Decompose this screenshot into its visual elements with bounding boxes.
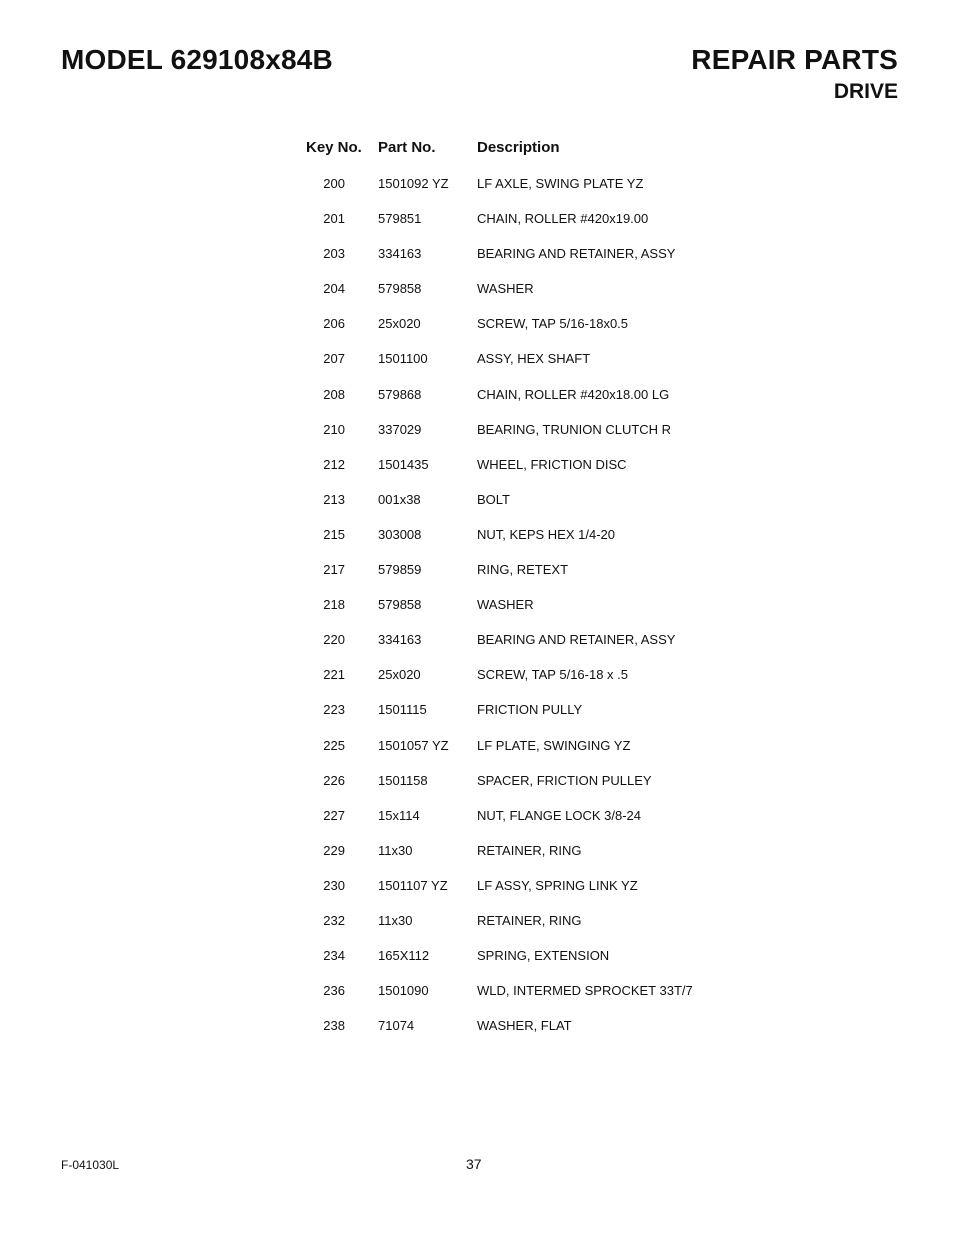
description-cell: WASHER bbox=[477, 597, 534, 613]
part-no-cell: 15x114 bbox=[378, 807, 420, 823]
key-no-cell: 221 bbox=[323, 667, 345, 683]
part-no-cell: 25x020 bbox=[378, 316, 421, 332]
key-no-cell: 203 bbox=[323, 246, 345, 262]
description-cell: SPACER, FRICTION PULLEY bbox=[477, 772, 652, 788]
part-no-cell: 165X112 bbox=[378, 948, 430, 964]
key-no-cell: 226 bbox=[323, 772, 345, 788]
key-no-cell: 212 bbox=[323, 456, 345, 472]
part-no-cell: 1501115 bbox=[378, 702, 427, 718]
part-no-cell: 11x30 bbox=[378, 912, 413, 928]
description-cell: NUT, KEPS HEX 1/4-20 bbox=[477, 526, 615, 542]
part-no-cell: 579868 bbox=[378, 386, 422, 402]
part-no-cell: 337029 bbox=[378, 421, 422, 437]
part-no-cell: 579851 bbox=[378, 211, 422, 227]
key-no-cell: 234 bbox=[323, 948, 345, 964]
description-cell: RING, RETEXT bbox=[477, 562, 569, 578]
key-no-cell: 217 bbox=[323, 562, 345, 578]
description-cell: LF ASSY, SPRING LINK YZ bbox=[477, 877, 638, 893]
description-cell: BEARING AND RETAINER, ASSY bbox=[477, 632, 676, 648]
description-cell: FRICTION PULLY bbox=[477, 702, 583, 718]
part-no-cell: 1501100 bbox=[378, 351, 428, 367]
description-cell: NUT, FLANGE LOCK 3/8-24 bbox=[477, 807, 641, 823]
document-code: F-041030L bbox=[61, 1158, 120, 1172]
part-no-cell: 1501090 bbox=[378, 983, 429, 999]
description-cell: SCREW, TAP 5/16-18 x .5 bbox=[477, 667, 629, 683]
key-no-cell: 204 bbox=[323, 281, 345, 297]
description-cell: LF PLATE, SWINGING YZ bbox=[477, 737, 631, 753]
key-no-cell: 223 bbox=[323, 702, 345, 718]
key-no-cell: 236 bbox=[323, 983, 345, 999]
key-no-cell: 230 bbox=[323, 877, 345, 893]
key-no-cell: 218 bbox=[323, 597, 345, 613]
description-cell: SPRING, EXTENSION bbox=[477, 948, 610, 964]
part-no-cell: 579859 bbox=[378, 562, 422, 578]
description-cell: BEARING AND RETAINER, ASSY bbox=[477, 246, 676, 262]
key-no-cell: 213 bbox=[323, 491, 345, 507]
section-title: DRIVE bbox=[833, 80, 898, 103]
page-title: REPAIR PARTS bbox=[691, 44, 898, 75]
part-no-cell: 001x38 bbox=[378, 491, 421, 507]
key-no-header: Key No. bbox=[306, 139, 362, 156]
description-header: Description bbox=[477, 139, 560, 156]
model-title: MODEL 629108x84B bbox=[61, 44, 333, 75]
key-no-cell: 220 bbox=[323, 632, 345, 648]
key-no-cell: 201 bbox=[323, 211, 345, 227]
part-no-cell: 11x30 bbox=[378, 842, 413, 858]
key-no-cell: 208 bbox=[323, 386, 345, 402]
description-cell: WASHER, FLAT bbox=[477, 1018, 572, 1034]
part-no-cell: 1501057 YZ bbox=[378, 737, 449, 753]
description-cell: RETAINER, RING bbox=[477, 912, 582, 928]
key-no-cell: 200 bbox=[323, 176, 345, 191]
description-cell: ASSY, HEX SHAFT bbox=[477, 351, 591, 367]
description-cell: BEARING, TRUNION CLUTCH R bbox=[477, 421, 672, 437]
description-cell: CHAIN, ROLLER #420x18.00 LG bbox=[477, 386, 670, 402]
part-no-cell: 579858 bbox=[378, 597, 422, 613]
part-no-cell: 579858 bbox=[378, 281, 422, 297]
description-cell: BOLT bbox=[477, 491, 510, 507]
description-cell: SCREW, TAP 5/16-18x0.5 bbox=[477, 316, 629, 332]
part-no-cell: 71074 bbox=[378, 1018, 415, 1034]
description-cell: CHAIN, ROLLER #420x19.00 bbox=[477, 211, 649, 227]
description-cell: WLD, INTERMED SPROCKET 33T/7 bbox=[477, 983, 693, 999]
part-no-cell: 1501435 bbox=[378, 456, 429, 472]
description-cell: LF AXLE, SWING PLATE YZ bbox=[477, 176, 644, 191]
part-no-cell: 303008 bbox=[378, 526, 422, 542]
key-no-cell: 225 bbox=[323, 737, 345, 753]
part-no-cell: 1501158 bbox=[378, 772, 428, 788]
key-no-cell: 238 bbox=[323, 1018, 345, 1034]
page-number: 37 bbox=[466, 1156, 482, 1172]
description-cell: WHEEL, FRICTION DISC bbox=[477, 456, 627, 472]
part-no-cell: 1501092 YZ bbox=[378, 176, 449, 191]
key-no-cell: 210 bbox=[323, 421, 345, 437]
part-no-cell: 334163 bbox=[378, 632, 422, 648]
part-no-cell: 25x020 bbox=[378, 667, 421, 683]
part-no-header: Part No. bbox=[378, 139, 436, 156]
part-no-cell: 334163 bbox=[378, 246, 422, 262]
key-no-cell: 206 bbox=[323, 316, 345, 332]
description-cell: WASHER bbox=[477, 281, 534, 297]
description-cell: RETAINER, RING bbox=[477, 842, 582, 858]
key-no-cell: 215 bbox=[323, 526, 345, 542]
key-no-cell: 229 bbox=[323, 842, 345, 858]
key-no-cell: 232 bbox=[323, 912, 345, 928]
key-no-cell: 207 bbox=[323, 351, 345, 367]
part-no-cell: 1501107 YZ bbox=[378, 877, 448, 893]
key-no-cell: 227 bbox=[323, 807, 345, 823]
